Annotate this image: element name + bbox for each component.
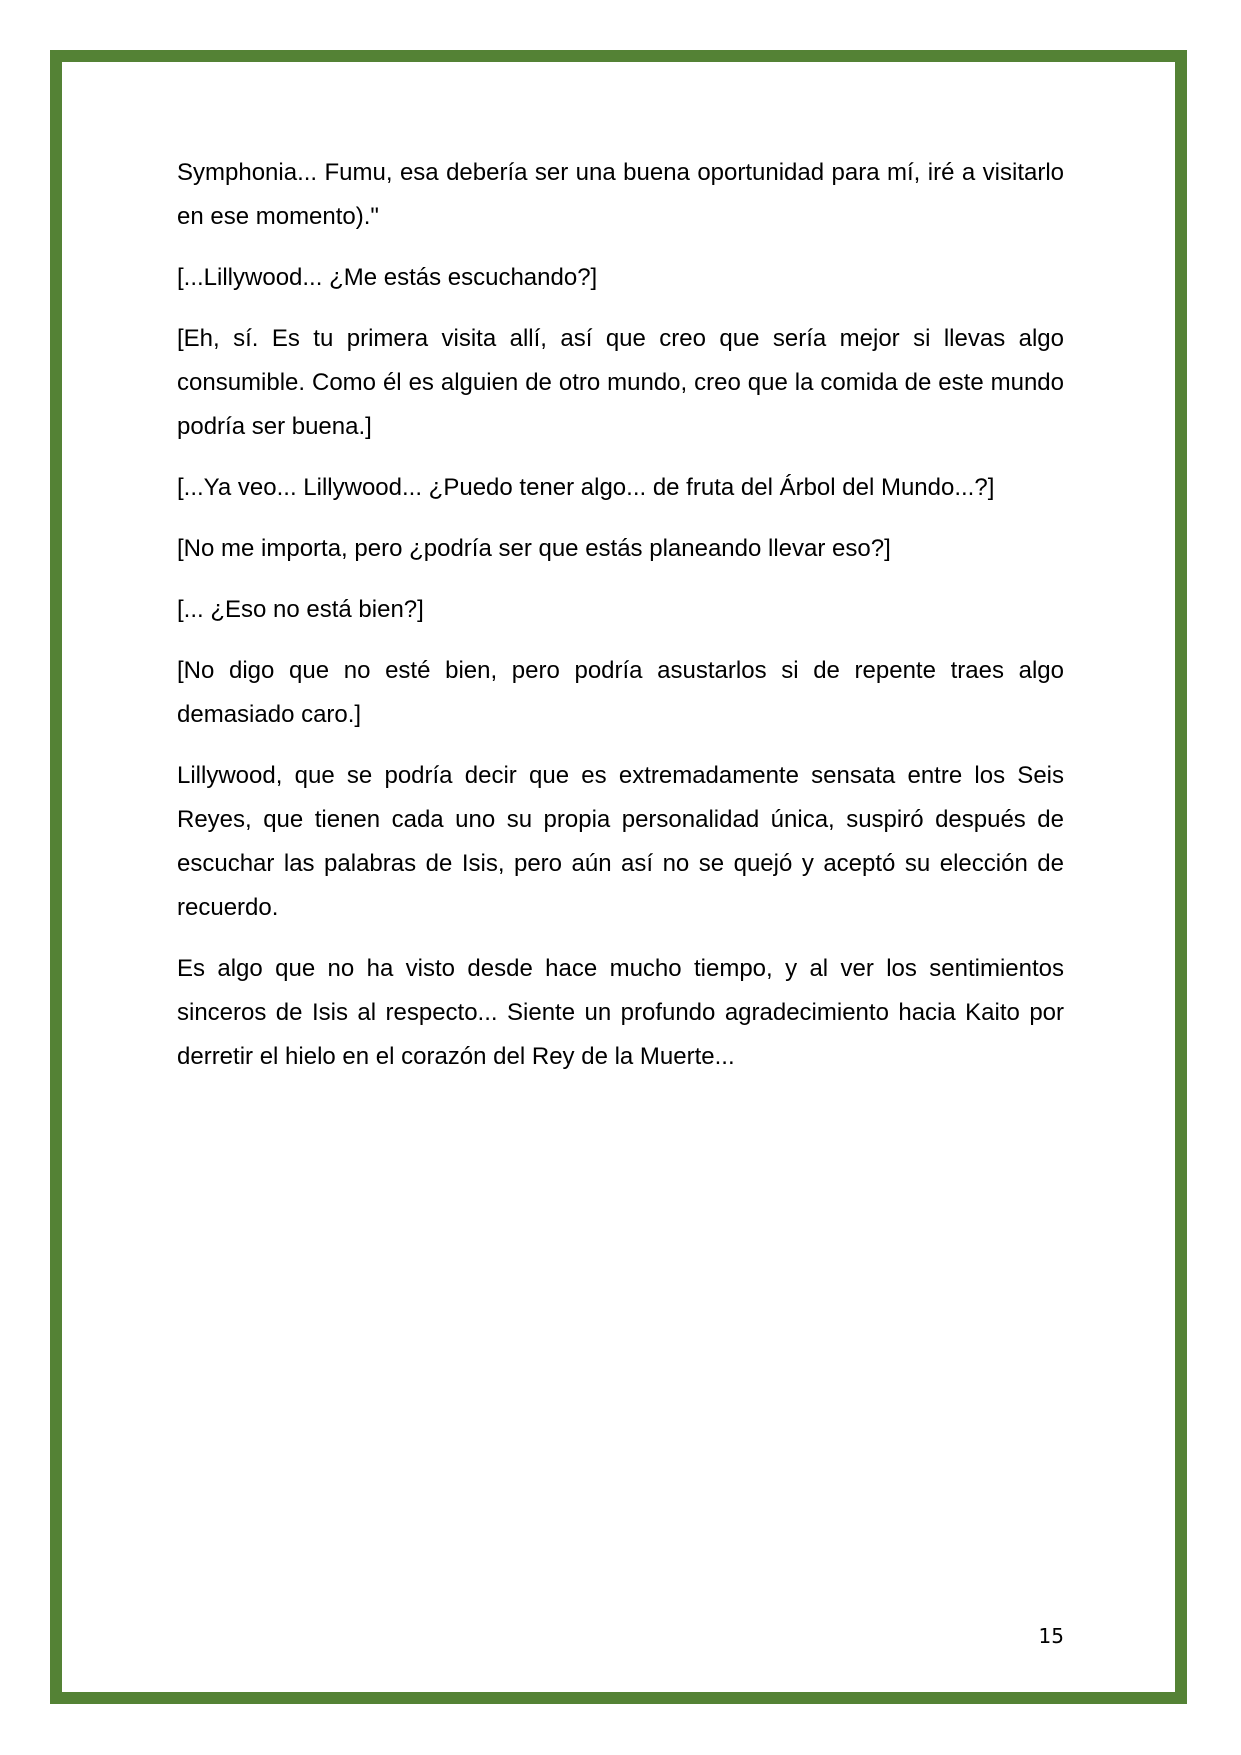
paragraph-3: [Eh, sí. Es tu primera visita allí, así que creo que sería mejor si llevas algo consumible. Como él es alguien de otro mundo, creo que la comida de este mundo podría ser buena.] [177,325,1064,440]
paragraph-9: Es algo que no ha visto desde hace mucho tiempo, y al ver los sentimientos sinceros de Isis al respecto... Siente un profundo agradecimiento hacia Kaito por derretir el hielo en el corazón del Rey de la Muerte... [177,955,1064,1070]
body-text [177,151,1064,1096]
paragraph-2: [...Lillywood... ¿Me estás escuchando?] [177,264,598,291]
paragraph-8: Lillywood, que se podría decir que es extremadamente sensata entre los Seis Reyes, que tienen cada uno su propia personalidad única, suspiró después de escuchar las palabras de Isis, pero aún así no se quejó y aceptó su elección de recuerdo. [177,762,1064,921]
paragraph-4: [...Ya veo... Lillywood... ¿Puedo tener algo... de fruta del Árbol del Mundo...?] [177,474,995,501]
paragraph-1: Symphonia... Fumu, esa debería ser una buena oportunidad para mí, iré a visitarlo en ese momento)." [177,159,1064,230]
page-number: 15 [1038,1624,1064,1648]
paragraph-6: [... ¿Eso no está bien?] [177,596,424,623]
paragraph-5: [No me importa, pero ¿podría ser que estás planeando llevar eso?] [177,535,891,562]
paragraph-7: [No digo que no esté bien, pero podría asustarlos si de repente traes algo demasiado caro.] [177,657,1064,728]
